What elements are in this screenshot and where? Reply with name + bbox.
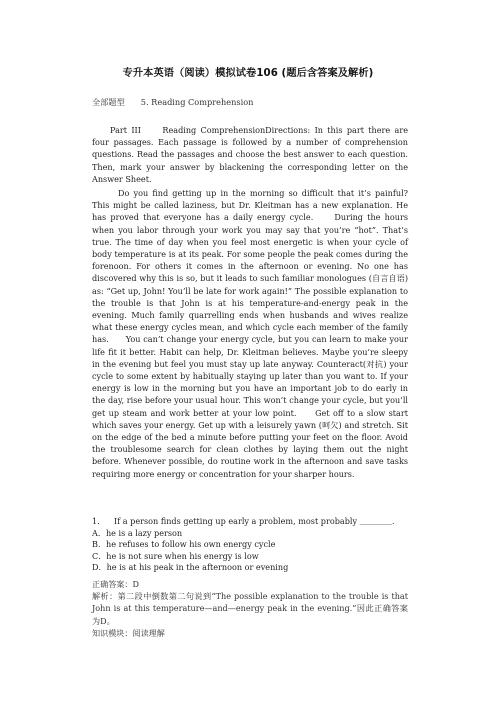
answer-section <box>92 578 408 639</box>
option-d[interactable]: D．he is at his peak in the afternoon or evening <box>92 562 289 573</box>
knowledge-module: 知识模块：阅读理解 <box>92 627 165 638</box>
document-title: 专升本英语（阅读）模拟试卷106 (题后含答案及解析) <box>122 68 374 79</box>
question-text: If a person finds getting up early a problem, most probably ＿＿＿＿. <box>114 516 395 526</box>
question-number: 1． <box>92 516 106 526</box>
reading-passage: Do you find getting up in the morning so difficult that it’s painful? This might be called laziness, but Dr. Kleitman has a new explanation. He has proved that everyone has a daily energy cycle. During the hours when you labor through your work you may say that you’re “hot”. That’s true. The time of day when you feel most energetic is when your cycle of body temperature is at its peak. For some people the peak comes during the forenoon. For others it comes in the afternoon or evening. No one has discovered why this is so, but it leads to such familiar monologues (自言自语) as: “Get up, John! You’ll be late for work again!” The possible explanation to the trouble is that John is at his temperature-and-energy peak in the evening. Much family quarrelling ends when husbands and wives realize what these energy cycles mean, and which cycle each member of the family has. You can’t change your energy cycle, but you can learn to make your life fit it better. Habit can help, Dr. Kleitman believes. Maybe you’re sleepy in the evening but feel you must stay up late anyway. Counteract(对抗) your cycle to some extent by habitually staying up later than you want to. If your energy is low in the morning but you have an important job to do early in the day, rise before your usual hour. This won’t change your cycle, but you’ll get up steam and work better at your low point. Get off to a slow start which saves your energy. Get up with a leisurely yawn (呵欠) and stretch. Sit on the edge of the bed a minute before putting your feet on the floor. Avoid the troublesome search for clean clothes by laying them out the night before. Whenever possible, do routine work in the afternoon and save tasks requiring more energy or concentration for your sharper hours. <box>92 188 408 479</box>
section-type-label: 全部题型 <box>92 97 125 107</box>
answer-explanation: 解析：第二段中倒数第二句说到“The possible explanation to the trouble is that John is at this temperature—and—energy peak in the evening.”因此正确答案为D。 <box>92 591 408 626</box>
part-directions: Part III Reading ComprehensionDirections: In this part there are four passages. Each passage is followed by a number of comprehension questions. Read the passages and choose the best answer to each question. Then, mark your answer by blackening the corresponding letter on the Answer Sheet. <box>92 125 408 184</box>
option-a[interactable]: A．he is a lazy person <box>92 527 183 538</box>
question-1 <box>92 516 408 574</box>
correct-answer: 正确答案：D <box>92 579 139 589</box>
question-stem <box>92 516 408 528</box>
option-c[interactable]: C．he is not sure when his energy is low <box>92 550 259 561</box>
option-b[interactable]: B．he refuses to follow his own energy cycle <box>92 539 276 550</box>
section-name-label: 5. Reading Comprehension <box>140 97 254 107</box>
section-header <box>92 97 253 108</box>
